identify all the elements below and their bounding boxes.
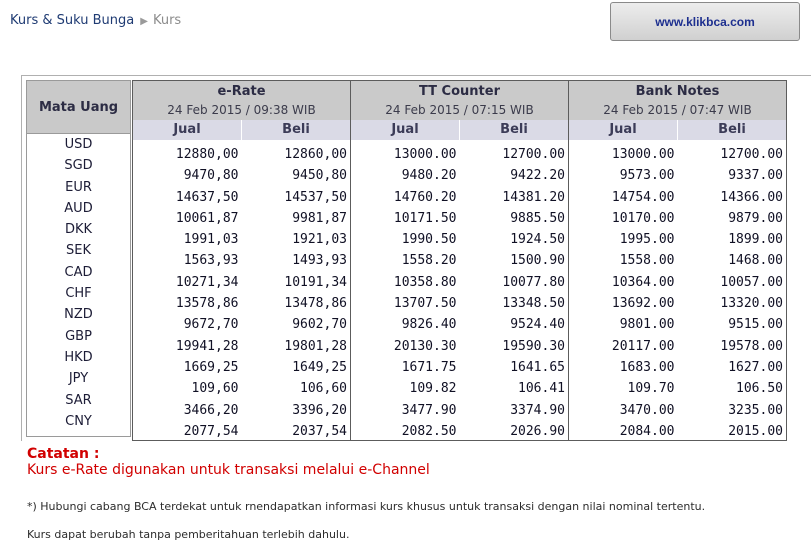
jual-value: 9826.40 <box>401 317 457 333</box>
jual-value: 10171.50 <box>393 210 457 226</box>
rate-row <box>133 208 350 229</box>
beli-value: 1627.00 <box>728 359 783 375</box>
jual-column-header: Jual <box>133 120 242 140</box>
beli-column-header: Beli <box>282 122 310 137</box>
beli-value: 9515.00 <box>728 317 783 333</box>
group-timestamp: 24 Feb 2015 / 09:38 WIB <box>133 101 350 120</box>
jual-value: 1558.20 <box>401 253 457 269</box>
currency-code: CAD <box>64 264 93 280</box>
rate-row <box>133 314 350 335</box>
rate-row <box>133 336 350 357</box>
rate-row <box>133 272 350 293</box>
rate-row <box>133 421 350 442</box>
group-timestamp: 24 Feb 2015 / 07:15 WIB <box>351 101 568 120</box>
disclaimer-text: Kurs dapat berubah tanpa pemberitahuan terlebih dahulu. <box>27 528 350 541</box>
jual-value: 3466,20 <box>183 402 239 418</box>
rate-row <box>351 336 568 357</box>
jual-value: 14760.20 <box>393 189 457 205</box>
jual-value: 12880,00 <box>175 147 239 162</box>
beli-value: 1493,93 <box>292 253 347 269</box>
currency-code: JPY <box>68 371 89 387</box>
jual-value: 3470.00 <box>619 402 675 418</box>
group-subheader <box>351 120 568 140</box>
rate-row <box>133 378 350 399</box>
jual-value: 1558.00 <box>619 253 675 269</box>
currency-code: CNY <box>65 413 92 429</box>
beli-value: 106.50 <box>736 381 783 397</box>
rate-row <box>569 272 786 293</box>
rate-row <box>569 208 786 229</box>
beli-value: 9879.00 <box>728 210 783 226</box>
catatan-label: Catatan : <box>27 446 100 462</box>
breadcrumb-current: Kurs <box>152 13 182 28</box>
currency-list <box>27 134 130 432</box>
jual-value: 13578,86 <box>175 296 239 312</box>
rate-row <box>569 229 786 250</box>
jual-value: 13000.00 <box>611 147 675 162</box>
rate-row <box>351 144 568 165</box>
rate-row <box>351 378 568 399</box>
rate-row <box>133 165 350 186</box>
currency-code: AUD <box>64 200 93 216</box>
beli-value: 13348.50 <box>502 296 565 312</box>
jual-value: 1991,03 <box>183 232 239 248</box>
rate-row <box>569 293 786 314</box>
jual-column-header: Jual <box>569 120 678 140</box>
jual-value: 1990.50 <box>401 232 457 248</box>
rate-row <box>569 378 786 399</box>
rate-row <box>569 400 786 421</box>
rate-row <box>133 144 350 165</box>
rate-row <box>351 250 568 271</box>
rate-row <box>569 165 786 186</box>
rate-row <box>351 357 568 378</box>
rate-row <box>133 293 350 314</box>
rate-row <box>569 144 786 165</box>
jual-value: 2077,54 <box>183 423 239 439</box>
group-rows <box>569 140 786 442</box>
group-rows <box>133 140 350 442</box>
klikbca-link-button[interactable]: www.klikbca.com <box>610 2 800 41</box>
group-subheader <box>133 120 350 140</box>
footnote-text: *) Hubungi cabang BCA terdekat untuk rnendapatkan informasi kurs khusus untuk transaksi dengan nilai nominal tertentu. <box>27 500 706 513</box>
rate-row <box>133 400 350 421</box>
beli-value: 10191,34 <box>284 274 347 290</box>
group-title: e-Rate <box>133 81 350 101</box>
beli-value: 9524.40 <box>510 317 565 333</box>
jual-value: 1995.00 <box>619 232 675 248</box>
rate-row <box>351 293 568 314</box>
currency-code: DKK <box>64 222 93 238</box>
rate-row <box>133 357 350 378</box>
jual-value: 10061,87 <box>175 210 239 226</box>
rate-row <box>569 421 786 442</box>
beli-value: 19801,28 <box>284 338 347 354</box>
beli-value: 3235.00 <box>728 402 783 418</box>
rate-row <box>133 250 350 271</box>
beli-value: 1641.65 <box>510 359 565 375</box>
jual-value: 3477.90 <box>401 402 457 418</box>
beli-column-header: Beli <box>718 122 746 137</box>
jual-value: 1669,25 <box>183 359 239 375</box>
beli-value: 10077.80 <box>502 274 565 290</box>
group-subheader <box>569 120 786 140</box>
beli-value: 1924.50 <box>510 232 565 248</box>
currency-code: CHF <box>65 286 92 302</box>
beli-value: 9602,70 <box>292 317 347 333</box>
group-title: TT Counter <box>351 81 568 101</box>
currency-code: HKD <box>64 349 93 365</box>
rate-row <box>569 250 786 271</box>
rate-row <box>569 187 786 208</box>
currency-code: SGD <box>64 158 93 174</box>
rate-row <box>351 421 568 442</box>
jual-value: 19941,28 <box>175 338 239 354</box>
beli-value: 9450,80 <box>292 168 347 184</box>
rate-row <box>351 208 568 229</box>
beli-value: 106.41 <box>518 381 565 397</box>
beli-value: 12700.00 <box>502 147 565 162</box>
jual-value: 20117.00 <box>611 338 675 354</box>
jual-value: 13707.50 <box>393 296 457 312</box>
beli-value: 2026.90 <box>510 423 565 439</box>
beli-value: 1921,03 <box>292 232 347 248</box>
breadcrumb <box>10 13 181 28</box>
jual-value: 2082.50 <box>401 423 457 439</box>
beli-value: 12700.00 <box>720 147 783 162</box>
jual-value: 20130.30 <box>393 338 457 354</box>
bank-notes-group <box>568 80 787 441</box>
jual-value: 10358.80 <box>393 274 457 290</box>
beli-value: 9885.50 <box>510 210 565 226</box>
jual-value: 10364.00 <box>611 274 675 290</box>
beli-column-header: Beli <box>500 122 528 137</box>
rate-row <box>351 272 568 293</box>
group-rows <box>351 140 568 442</box>
currency-code: EUR <box>65 179 92 195</box>
rate-row <box>133 229 350 250</box>
beli-value: 9337.00 <box>728 168 783 184</box>
beli-value: 10057.00 <box>720 274 783 290</box>
jual-value: 9573.00 <box>619 168 675 184</box>
currency-code: NZD <box>64 307 93 323</box>
group-timestamp: 24 Feb 2015 / 07:47 WIB <box>569 101 786 120</box>
breadcrumb-arrow-icon: ▶ <box>140 16 148 27</box>
jual-value: 10271,34 <box>175 274 239 290</box>
jual-value: 2084.00 <box>619 423 675 439</box>
beli-value: 9981,87 <box>292 210 347 226</box>
jual-value: 109.82 <box>409 381 457 397</box>
currency-code: USD <box>64 137 93 152</box>
jual-value: 109.70 <box>627 381 675 397</box>
beli-value: 13320.00 <box>720 296 783 312</box>
beli-value: 9422.20 <box>510 168 565 184</box>
rate-row <box>351 165 568 186</box>
rate-row <box>133 187 350 208</box>
tt-counter-group <box>350 80 569 441</box>
beli-value: 19590.30 <box>502 338 565 354</box>
currency-column-header: Mata Uang <box>27 81 130 134</box>
beli-value: 3396,20 <box>292 402 347 418</box>
jual-column-header: Jual <box>351 120 460 140</box>
currency-code: SAR <box>65 392 92 408</box>
beli-value: 12860,00 <box>284 147 347 162</box>
jual-value: 9801.00 <box>619 317 675 333</box>
beli-value: 19578.00 <box>720 338 783 354</box>
beli-value: 1899.00 <box>728 232 783 248</box>
jual-value: 1683.00 <box>619 359 675 375</box>
rate-row <box>569 314 786 335</box>
jual-value: 14637,50 <box>175 189 239 205</box>
beli-value: 2037,54 <box>292 423 347 439</box>
jual-value: 1671.75 <box>401 359 457 375</box>
jual-value: 13000.00 <box>393 147 457 162</box>
jual-value: 10170.00 <box>611 210 675 226</box>
rate-row <box>351 229 568 250</box>
jual-value: 9672,70 <box>183 317 239 333</box>
rate-row <box>351 187 568 208</box>
jual-value: 1563,93 <box>183 253 239 269</box>
beli-value: 1649,25 <box>292 359 347 375</box>
jual-value: 109,60 <box>191 381 239 397</box>
beli-value: 1468.00 <box>728 253 783 269</box>
breadcrumb-parent-link[interactable]: Kurs & Suku Bunga <box>10 13 135 28</box>
jual-value: 14754.00 <box>611 189 675 205</box>
beli-value: 3374.90 <box>510 402 565 418</box>
rate-row <box>351 314 568 335</box>
beli-value: 2015.00 <box>728 423 783 439</box>
jual-value: 9480.20 <box>401 168 457 184</box>
beli-value: 14381.20 <box>502 189 565 205</box>
jual-value: 9470,80 <box>183 168 239 184</box>
group-title: Bank Notes <box>569 81 786 101</box>
beli-value: 13478,86 <box>284 296 347 312</box>
rate-row <box>569 357 786 378</box>
rate-row <box>351 400 568 421</box>
exchange-rate-table <box>21 75 811 441</box>
beli-value: 106,60 <box>300 381 347 397</box>
beli-value: 14366.00 <box>720 189 783 205</box>
rate-row <box>569 336 786 357</box>
currency-column <box>26 80 131 437</box>
jual-value: 13692.00 <box>611 296 675 312</box>
currency-code: GBP <box>65 328 92 344</box>
catatan-text: Kurs e-Rate digunakan untuk transaksi melalui e-Channel <box>27 462 430 478</box>
beli-value: 14537,50 <box>284 189 347 205</box>
currency-code: SEK <box>66 243 91 259</box>
beli-value: 1500.90 <box>510 253 565 269</box>
erate-group <box>132 80 351 441</box>
